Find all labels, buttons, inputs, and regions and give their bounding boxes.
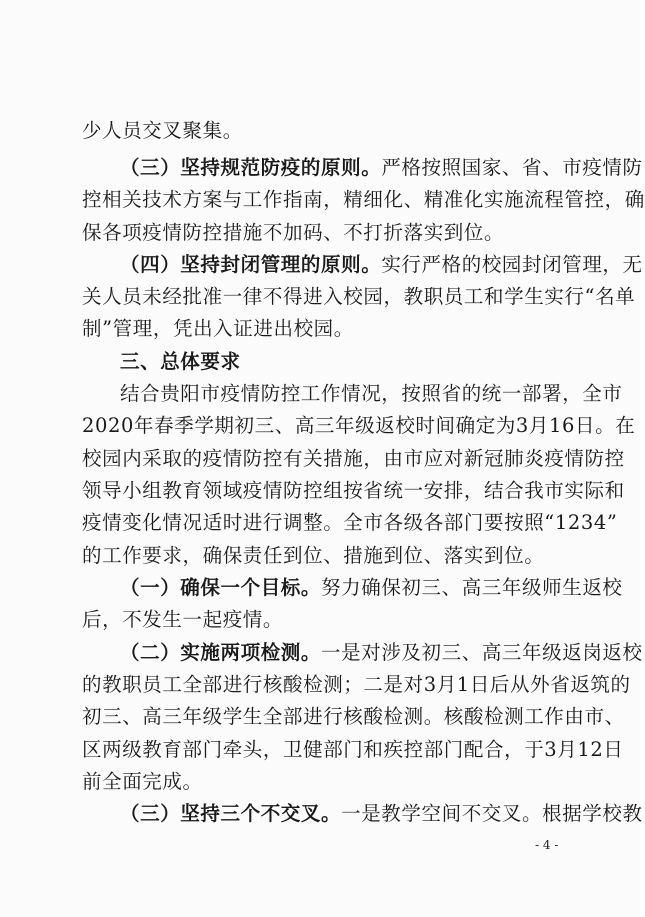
section-heading-text: 三、总体要求 — [120, 350, 241, 373]
line-text: 一是教学空间不交叉。根据学校教 — [341, 802, 643, 825]
line-text: 少人员交叉聚集。 — [82, 119, 243, 142]
line-text: 控相关技术方案与工作指南，精细化、精准化实施流程管控，确 — [82, 188, 645, 211]
line-text: 制”管理，凭出入证进出校园。 — [82, 317, 354, 340]
text-line — [82, 769, 562, 795]
line-text: 严格按照国家、省、市疫情防 — [381, 156, 643, 179]
line-text: 2020年春季学期初三、高三年级返校时间确定为3月16日。在 — [82, 414, 636, 437]
line-text: 的工作要求，确保责任到位、措施到位、落实到位。 — [82, 544, 545, 567]
line-text: 一是对涉及初三、高三年级返岗返校 — [321, 641, 643, 664]
text-line — [82, 220, 562, 246]
bold-lead: （三）坚持规范防疫的原则。 — [120, 156, 382, 179]
text-line — [82, 543, 562, 569]
page-number: - 4 - — [535, 838, 559, 852]
text-line — [82, 704, 625, 730]
text-line — [82, 607, 562, 633]
text-line — [120, 381, 623, 407]
line-text: 后，不发生一起疫情。 — [82, 608, 284, 631]
bold-lead: （一）确保一个目标。 — [120, 576, 322, 599]
line-text: 保各项疫情防控措施不加码、不打折落实到位。 — [82, 221, 505, 244]
line-text: 实行严格的校园封闭管理，无 — [381, 253, 643, 276]
text-line — [82, 187, 645, 213]
line-text: 区两级教育部门牵头，卫健部门和疾控部门配合，于3月12日 — [82, 738, 624, 761]
line-text: 校园内采取的疫情防控有关措施，由市应对新冠肺炎疫情防控 — [82, 447, 625, 470]
text-line — [82, 118, 562, 144]
text-line — [120, 801, 643, 827]
line-text: 领导小组教育领域疫情防控组按省统一安排，结合我市实际和 — [82, 479, 625, 502]
text-line — [120, 640, 643, 666]
text-line — [82, 413, 636, 439]
line-text: 结合贵阳市疫情防控工作情况，按照省的统一部署，全市 — [120, 382, 623, 405]
text-line — [82, 284, 636, 310]
text-line — [82, 478, 625, 504]
line-text: 关人员未经批准一律不得进入校园，教职员工和学生实行“名单 — [82, 285, 636, 308]
section-heading — [120, 349, 562, 375]
line-text: 前全面完成。 — [82, 770, 203, 793]
text-line — [82, 672, 631, 698]
text-line — [120, 252, 643, 278]
text-line — [82, 316, 562, 342]
line-text: 的教职员工全部进行核酸检测；二是对3月1日后从外省返筑的 — [82, 673, 631, 696]
text-line — [82, 737, 624, 763]
line-text: 初三、高三年级学生全部进行核酸检测。核酸检测工作由市、 — [82, 705, 625, 728]
bold-lead: （四）坚持封闭管理的原则。 — [120, 253, 382, 276]
text-line — [82, 510, 618, 536]
text-line — [120, 575, 623, 601]
line-text: 努力确保初三、高三年级师生返校 — [321, 576, 623, 599]
bold-lead: （二）实施两项检测。 — [120, 641, 322, 664]
text-line — [120, 155, 643, 181]
text-line — [82, 446, 625, 472]
line-text: 疫情变化情况适时进行调整。全市各级各部门要按照“1234” — [82, 511, 618, 534]
bold-lead: （三）坚持三个不交叉。 — [120, 802, 342, 825]
